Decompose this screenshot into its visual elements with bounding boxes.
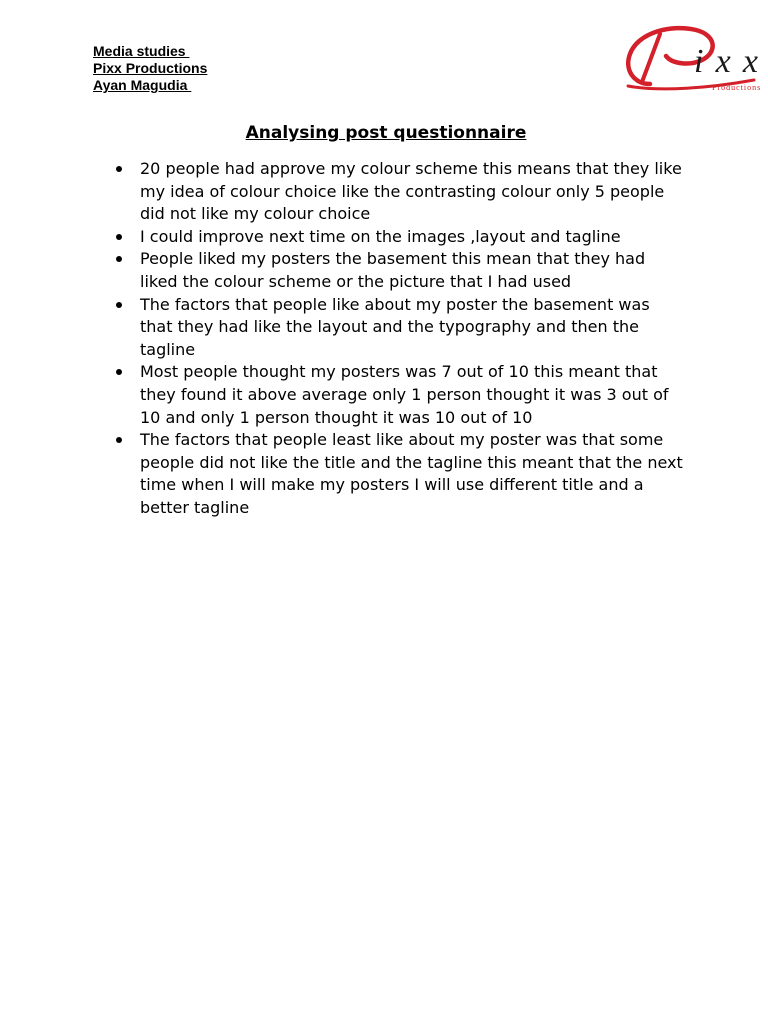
- bullet-icon: [116, 234, 122, 240]
- bullet-icon: [116, 166, 122, 172]
- bullet-icon: [116, 369, 122, 375]
- list-item: [116, 429, 686, 519]
- bullet-list: [116, 158, 686, 520]
- list-item-text: The factors that people least like about my poster was that some people did not like the title and the tagline this meant that the next time when I will make my posters I will use different title and a better tagline: [140, 430, 683, 517]
- list-item: [116, 361, 686, 429]
- header-company: Pixx Productions: [93, 60, 208, 76]
- header-author: Ayan Magudia: [93, 77, 192, 93]
- header-block: [93, 43, 207, 94]
- list-item: [116, 248, 686, 293]
- list-item-text: 20 people had approve my colour scheme this means that they like my idea of colour choice like the contrasting colour only 5 people did not like my colour choice: [140, 159, 682, 224]
- list-item-text: The factors that people like about my poster the basement was that they had like the layout and the typography and then the tagline: [140, 294, 650, 359]
- list-item-text: I could improve next time on the images ,layout and tagline: [140, 226, 621, 246]
- header-subject: Media studies: [93, 43, 190, 59]
- list-item-text: Most people thought my posters was 7 out of 10 this meant that they found it above average only 1 person thought it was 3 out of 10 and only 1 person thought it was 10 out of 10: [140, 362, 669, 427]
- list-item-text: People liked my posters the basement this mean that they had liked the colour scheme or the picture that I had used: [140, 249, 646, 291]
- bullet-icon: [116, 437, 122, 443]
- list-item: [116, 226, 686, 249]
- list-item: [116, 294, 686, 362]
- logo-sub-text: Productions: [712, 83, 762, 92]
- pixx-productions-logo: [620, 20, 762, 96]
- list-item: [116, 158, 686, 226]
- logo-brand-text: ixx: [694, 43, 758, 80]
- bullet-icon: [116, 256, 122, 262]
- bullet-icon: [116, 302, 122, 308]
- document-title: Analysing post questionnaire: [245, 123, 527, 143]
